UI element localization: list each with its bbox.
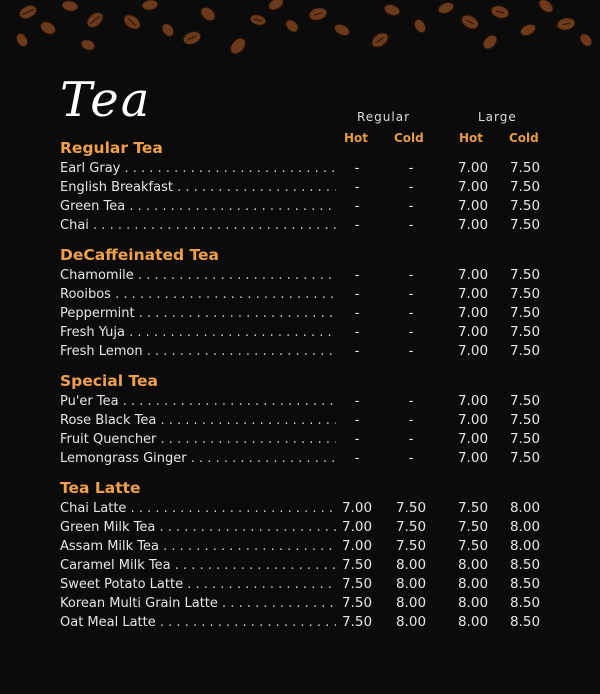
price-regular-hot: 7.00 (341, 538, 373, 554)
price-regular-hot: - (354, 324, 360, 340)
price-large-cold: 7.50 (509, 267, 541, 283)
item-name: Chai Latte . . . (60, 499, 336, 518)
price-regular-cold: 7.50 (395, 500, 427, 516)
price-large-cold: 7.50 (509, 305, 541, 321)
price-regular-hot: - (354, 412, 360, 428)
item-name: Chamomile . . . (60, 266, 336, 285)
price-regular-cold: - (408, 305, 414, 321)
item-name: Peppermint . . . (60, 304, 336, 323)
item-name: Rooibos . . . (60, 285, 336, 304)
price-large-cold: 7.50 (509, 179, 541, 195)
item-name: Chai . . . (60, 216, 336, 235)
menu-item (60, 197, 542, 216)
price-large-cold: 8.50 (509, 557, 541, 573)
item-name: Green Milk Tea . . . (60, 518, 336, 537)
price-regular-cold: - (408, 393, 414, 409)
price-regular-cold: 7.50 (395, 519, 427, 535)
item-name: Oat Meal Latte . . . (60, 613, 336, 632)
price-regular-cold: - (408, 267, 414, 283)
price-large-hot: 7.50 (457, 519, 489, 535)
price-regular-hot: 7.00 (341, 500, 373, 516)
price-large-hot: 8.00 (457, 557, 489, 573)
price-regular-cold: - (408, 179, 414, 195)
price-large-cold: 7.50 (509, 160, 541, 176)
section-decaffeinated-tea (60, 245, 542, 361)
large-cold-header: Cold (509, 131, 539, 145)
price-regular-hot: 7.50 (341, 576, 373, 592)
menu-item (60, 178, 542, 197)
price-regular-hot: - (354, 305, 360, 321)
price-regular-cold: - (408, 198, 414, 214)
price-large-hot: 7.00 (457, 198, 489, 214)
item-name: English Breakfast . . . (60, 178, 336, 197)
price-large-cold: 7.50 (509, 450, 541, 466)
price-large-cold: 7.50 (509, 431, 541, 447)
section-tea-latte (60, 478, 542, 632)
item-name: Korean Multi Grain Latte . . . (60, 594, 336, 613)
item-name: Rose Black Tea . . . (60, 411, 336, 430)
price-large-cold: 8.00 (509, 519, 541, 535)
price-large-cold: 7.50 (509, 324, 541, 340)
price-large-cold: 8.50 (509, 576, 541, 592)
price-large-cold: 8.50 (509, 595, 541, 611)
price-regular-cold: 7.50 (395, 538, 427, 554)
price-large-cold: 7.50 (509, 343, 541, 359)
price-large-hot: 8.00 (457, 576, 489, 592)
menu-item (60, 342, 542, 361)
price-large-cold: 7.50 (509, 412, 541, 428)
price-large-cold: 7.50 (509, 217, 541, 233)
price-regular-hot: - (354, 217, 360, 233)
price-large-hot: 7.00 (457, 393, 489, 409)
section-regular-tea (60, 138, 542, 235)
item-name: Fruit Quencher . . . (60, 430, 336, 449)
menu-item (60, 285, 542, 304)
large-hot-header: Hot (459, 131, 484, 145)
price-regular-hot: 7.00 (341, 519, 373, 535)
menu-item (60, 556, 542, 575)
price-large-cold: 7.50 (509, 198, 541, 214)
column-header-large: Large (478, 110, 517, 124)
menu-item (60, 537, 542, 556)
regular-hot-header: Hot (344, 131, 369, 145)
price-large-cold: 8.50 (509, 614, 541, 630)
item-name: Assam Milk Tea . . . (60, 537, 336, 556)
price-large-cold: 8.00 (509, 500, 541, 516)
price-regular-cold: - (408, 431, 414, 447)
menu-item (60, 613, 542, 632)
price-large-hot: 8.00 (457, 595, 489, 611)
price-regular-hot: - (354, 286, 360, 302)
price-large-hot: 7.00 (457, 217, 489, 233)
menu-item (60, 392, 542, 411)
item-name: Lemongrass Ginger . . . (60, 449, 336, 468)
price-regular-hot: - (354, 160, 360, 176)
price-large-hot: 7.00 (457, 160, 489, 176)
price-regular-cold: - (408, 412, 414, 428)
price-regular-cold: - (408, 160, 414, 176)
section-title: Special Tea (60, 372, 158, 390)
price-regular-cold: - (408, 324, 414, 340)
menu-item (60, 518, 542, 537)
menu-item (60, 216, 542, 235)
section-title: DeCaffeinated Tea (60, 246, 219, 264)
price-large-hot: 7.00 (457, 267, 489, 283)
section-special-tea (60, 371, 542, 468)
price-regular-cold: 8.00 (395, 557, 427, 573)
menu-item (60, 449, 542, 468)
price-regular-hot: 7.50 (341, 557, 373, 573)
price-large-hot: 7.00 (457, 412, 489, 428)
price-large-hot: 8.00 (457, 614, 489, 630)
menu-item (60, 266, 542, 285)
item-name: Sweet Potato Latte . . . (60, 575, 336, 594)
price-regular-hot: - (354, 343, 360, 359)
item-name: Caramel Milk Tea . . . (60, 556, 336, 575)
coffee-beans-decoration (0, 0, 600, 60)
price-regular-cold: 8.00 (395, 595, 427, 611)
section-title: Tea Latte (60, 479, 141, 497)
item-name: Pu'er Tea . . . (60, 392, 336, 411)
menu-item (60, 594, 542, 613)
section-title: Regular Tea (60, 139, 163, 157)
price-large-cold: 7.50 (509, 393, 541, 409)
price-large-hot: 7.00 (457, 324, 489, 340)
price-regular-hot: - (354, 267, 360, 283)
menu-item (60, 411, 542, 430)
price-large-hot: 7.50 (457, 500, 489, 516)
item-name: Fresh Yuja . . . (60, 323, 336, 342)
price-regular-hot: - (354, 198, 360, 214)
item-name: Fresh Lemon . . . (60, 342, 336, 361)
price-regular-cold: - (408, 286, 414, 302)
price-large-hot: 7.00 (457, 286, 489, 302)
price-regular-hot: 7.50 (341, 614, 373, 630)
price-large-hot: 7.00 (457, 343, 489, 359)
price-large-cold: 7.50 (509, 286, 541, 302)
price-regular-cold: 8.00 (395, 614, 427, 630)
price-regular-hot: - (354, 393, 360, 409)
menu-item (60, 575, 542, 594)
menu-item (60, 159, 542, 178)
column-header-regular: Regular (357, 110, 411, 124)
menu-item (60, 304, 542, 323)
price-large-hot: 7.00 (457, 305, 489, 321)
price-large-hot: 7.00 (457, 431, 489, 447)
menu-title: Tea (60, 72, 152, 128)
price-large-hot: 7.00 (457, 450, 489, 466)
price-regular-hot: - (354, 450, 360, 466)
price-regular-hot: - (354, 179, 360, 195)
item-name: Green Tea . . . (60, 197, 336, 216)
price-regular-hot: 7.50 (341, 595, 373, 611)
price-regular-cold: - (408, 217, 414, 233)
price-large-cold: 8.00 (509, 538, 541, 554)
menu-list (60, 138, 542, 642)
regular-cold-header: Cold (394, 131, 424, 145)
price-regular-hot: - (354, 431, 360, 447)
price-large-hot: 7.50 (457, 538, 489, 554)
price-large-hot: 7.00 (457, 179, 489, 195)
menu-item (60, 323, 542, 342)
item-name: Earl Gray . . . (60, 159, 336, 178)
price-regular-cold: - (408, 343, 414, 359)
price-regular-cold: - (408, 450, 414, 466)
menu-item (60, 430, 542, 449)
price-regular-cold: 8.00 (395, 576, 427, 592)
menu-item (60, 499, 542, 518)
